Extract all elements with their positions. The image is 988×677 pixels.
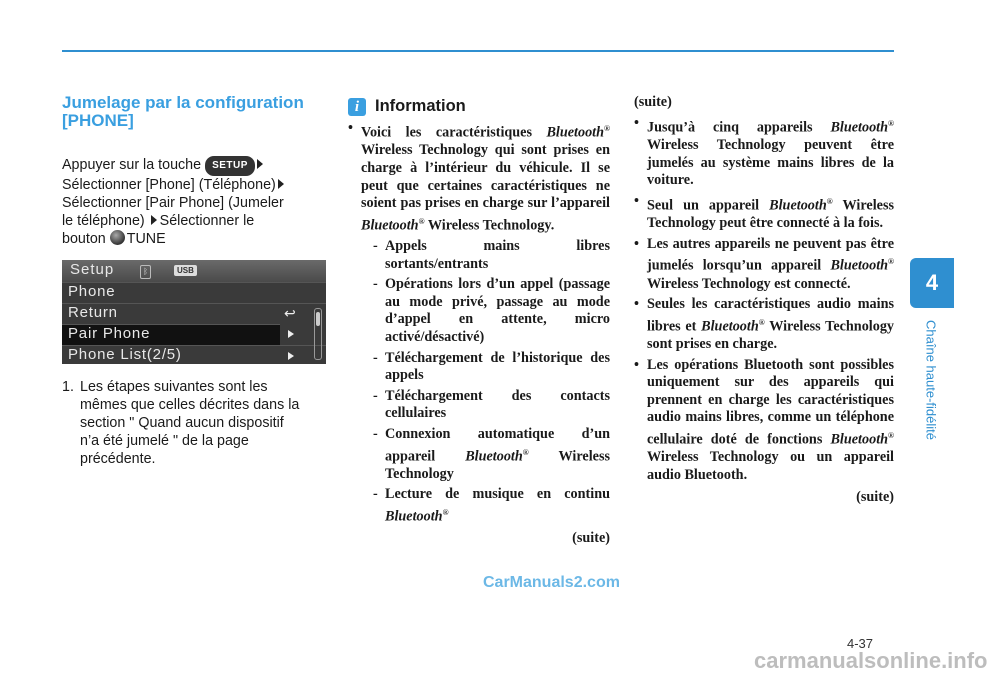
continued-label: (suite) bbox=[856, 488, 894, 505]
page-number: 4-37 bbox=[847, 636, 874, 651]
arrow-right-icon bbox=[151, 215, 157, 225]
section-title: Jumelage par la configuration [PHONE] bbox=[62, 93, 304, 130]
right-bullet-2: • Seul un appareil Bluetooth® Wireless Technology peut être connecté à la fois. bbox=[634, 192, 894, 232]
chapter-side-label: Chaîne haute-fidélité bbox=[923, 320, 939, 440]
head-unit-screen bbox=[62, 260, 326, 364]
screen-title: Setup bbox=[70, 261, 115, 278]
top-rule bbox=[62, 50, 894, 52]
info-bullet-1: • Voici les caractéristiques Bluetooth® Wireless Technology qui sont prises en charge à l’intérieur du véhicule. Il se peut que certaines caractéristiques ne soient pas prises en charge sur l’appareil Bluetooth® Wireless Technology. - Appels mains libres sortants/entrants - Opérations lors d’un appel (passage au mode privé, passage au mode d’appel en attente, micro activé/désactivé) - Téléchargement de l’historique des appels - Téléchargement des contacts cellulaires - Connexion automatique d’un appareil Bluetooth® Wireless Technology - Lecture de musique en continu Bluetooth® bbox=[348, 120, 610, 525]
arrow-right-icon bbox=[257, 159, 263, 169]
information-header bbox=[348, 98, 610, 116]
chevron-right-icon bbox=[288, 330, 294, 338]
usb-badge: USB bbox=[174, 265, 197, 276]
left-column bbox=[62, 94, 324, 248]
scroll-thumb bbox=[316, 312, 320, 326]
information-title: Information bbox=[375, 97, 466, 116]
info-sub-1: - Appels mains libres sortants/entrants bbox=[373, 238, 610, 272]
arrow-right-icon bbox=[278, 179, 284, 189]
watermark-carmanualsonline: carmanualsonline.info bbox=[754, 648, 988, 673]
info-sub-5: - Connexion automatique d’un appareil Bluetooth® Wireless Technology bbox=[373, 425, 610, 482]
step-note: 1. Les étapes suivantes sont les mêmes que celles décrites dans la section " Quand aucun dispositif n’a été jumelé " de la page précédente. bbox=[62, 379, 300, 467]
screen-row-phone-list: Phone List(2/5) bbox=[62, 345, 326, 366]
right-bullet-5: • Les opérations Bluetooth sont possibles uniquement sur des appareils qui prennent en charge les caractéristiques audio mains libres, comme un téléphone cellulaire doté de fonctions Bluetooth® Wireless Technology ou un appareil audio Bluetooth. bbox=[634, 356, 895, 483]
watermark-carmanuals2: CarManuals2.com bbox=[483, 574, 620, 591]
continued-label: (suite) bbox=[634, 94, 672, 110]
screen-header bbox=[62, 260, 326, 282]
info-icon: i bbox=[348, 98, 366, 116]
right-bullet-3: • Les autres appareils ne peuvent pas être jumelés lorsqu’un appareil Bluetooth® Wireless Technology est connecté. bbox=[634, 235, 895, 292]
continued-label: (suite) bbox=[572, 530, 610, 547]
bluetooth-icon: ᛒ bbox=[140, 265, 151, 279]
info-sub-4: - Téléchargement des contacts cellulaires bbox=[373, 387, 610, 422]
chevron-right-icon bbox=[288, 352, 294, 360]
right-bullet-4: • Seules les caractéristiques audio mains libres et Bluetooth® Wireless Technology sont prises en charge. bbox=[634, 296, 895, 353]
chapter-tab: 4 bbox=[910, 258, 954, 308]
right-column bbox=[634, 94, 894, 506]
info-sub-2: - Opérations lors d’un appel (passage au mode privé, passage au mode d’appel en attente, micro activé/désactivé) bbox=[373, 276, 610, 345]
right-bullet-1: • Jusqu’à cinq appareils Bluetooth® Wireless Technology peuvent être jumelés au système mains libres de la voiture. bbox=[634, 114, 894, 189]
screen-row-return: Return ↩ bbox=[62, 303, 326, 324]
screen-row-phone: Phone bbox=[62, 282, 326, 303]
intro-text: Appuyer sur la touche SETUP Sélectionner [Phone] (Téléphone) Sélectionner [Pair Phone] (Jumeler le téléphone) Sélectionner le bouton TUNE bbox=[62, 157, 284, 247]
screen-row-pair-phone: Pair Phone bbox=[62, 324, 280, 345]
setup-button-icon: SETUP bbox=[205, 156, 255, 176]
info-sub-6: - Lecture de musique en continu Bluetooth® bbox=[373, 486, 610, 525]
information-column bbox=[348, 98, 610, 548]
tune-knob-icon bbox=[110, 230, 125, 245]
screen-scrollbar bbox=[314, 308, 322, 360]
info-sub-3: - Téléchargement de l’historique des appels bbox=[373, 349, 610, 384]
return-icon: ↩ bbox=[284, 305, 296, 321]
